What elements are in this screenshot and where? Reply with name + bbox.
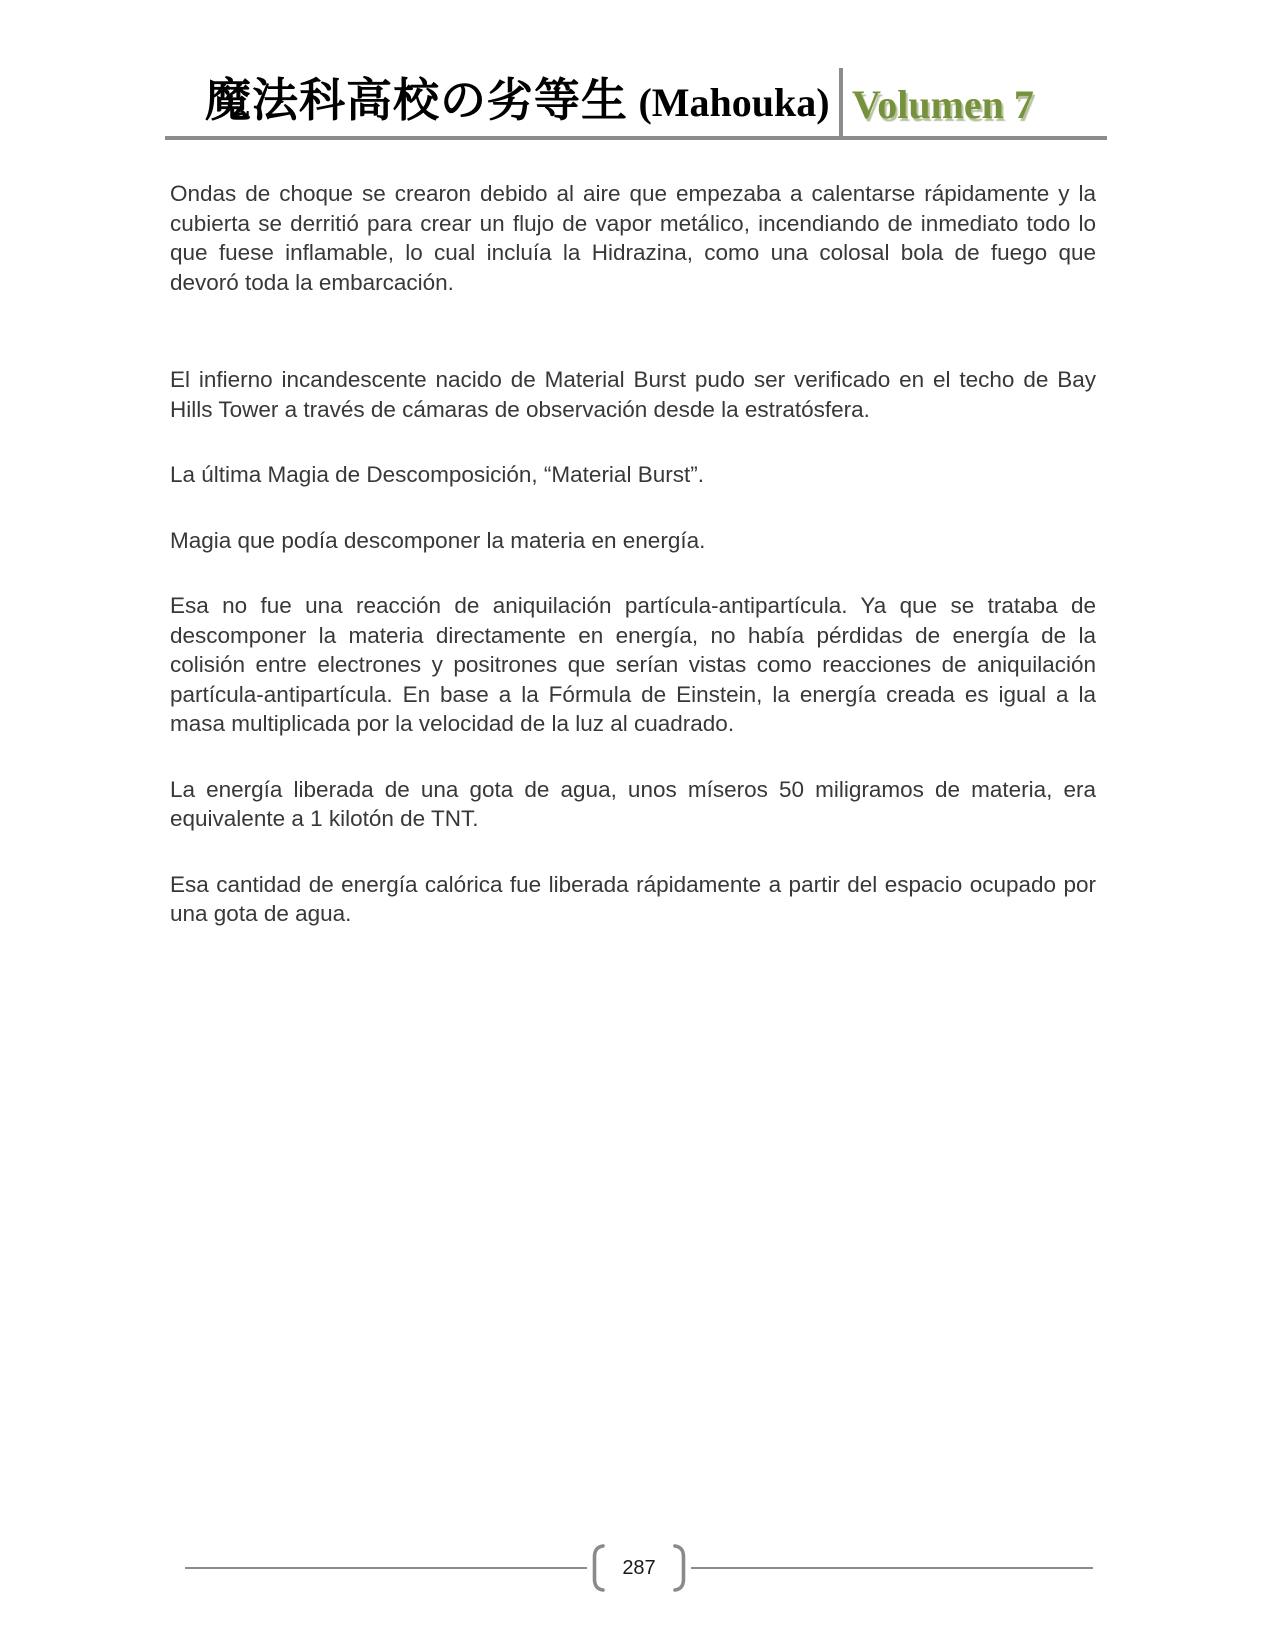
right-bracket-icon [673,1544,687,1592]
left-bracket-icon [591,1544,605,1592]
header-vertical-divider [839,68,843,138]
paragraph: Ondas de choque se crearon debido al aire que empezaba a calentarse rápidamente y la cubierta se derritió para crear un flujo de vapor metálico, incendiando de inmediato todo lo que fuese inflamable, lo cual incluía la Hidrazina, como una colosal bola de fuego que devoró toda la embarcación. [170,181,1096,295]
series-title-romanized: (Mahouka) [638,80,830,125]
series-title-japanese: 魔法科高校の劣等生 [205,75,628,126]
paragraph: La última Magia de Descomposición, “Material Burst”. [170,462,704,487]
paragraph: Esa cantidad de energía calórica fue liberada rápidamente a partir del espacio ocupado por una gota de agua. [170,871,1096,926]
header-row [165,62,1107,136]
paragraph: La energía liberada de una gota de agua, unos míseros 50 miligramos de materia, era equivalente a 1 kilotón de TNT. [170,776,1096,831]
page-number: 287 [622,1556,656,1579]
paragraph: El infierno incandescente nacido de Material Burst pudo ser verificado en el techo de Bay Hills Tower a través de cámaras de observación desde la estratósfera. [170,367,1096,422]
paragraph: Esa no fue una reacción de aniquilación partícula-antipartícula. Ya que se trataba de descomponer la materia directamente en energía, no había pérdidas de energía de la colisión entre electrones y positrones que serían vistas como reacciones de aniquilación partícula-antipartícula. En base a la Fórmula de Einstein, la energía creada es igual a la masa multiplicada por la velocidad de la luz al cuadrado. [170,593,1096,736]
page-footer [185,1544,1093,1592]
paragraph: Magia que podía descomponer la materia en energía. [170,527,706,553]
series-title [205,64,830,130]
header-rule [165,136,1107,140]
page-body [170,179,1096,965]
footer-rule-right [691,1567,1093,1569]
volume-label: Volumen 7 [852,82,1034,127]
footer-rule-left [185,1567,587,1569]
